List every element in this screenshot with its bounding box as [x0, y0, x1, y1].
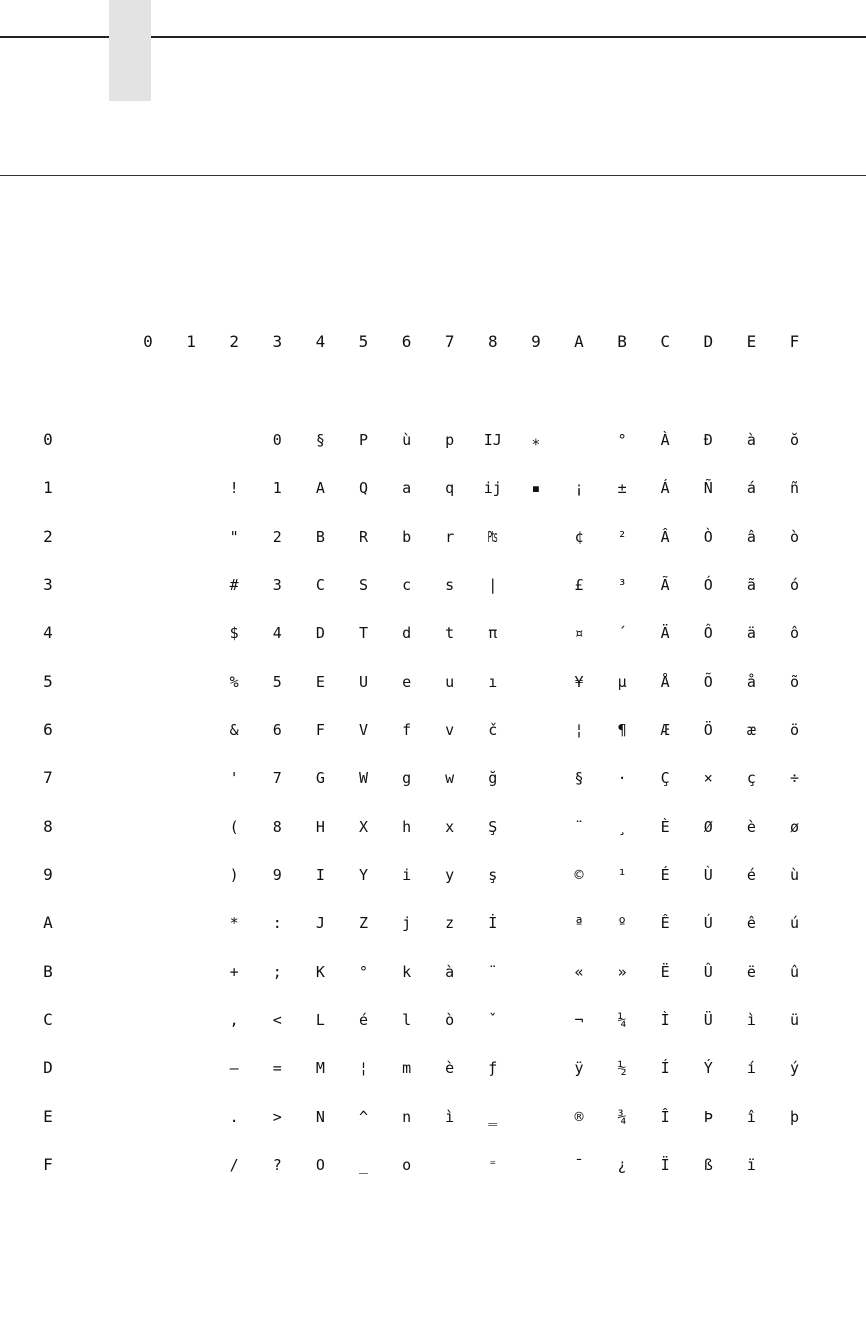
row-header-2: 2: [43, 526, 53, 546]
char-cell-91: ▪: [531, 479, 541, 498]
char-cell-b2: ²: [617, 527, 627, 546]
char-cell-5e: ^: [358, 1107, 369, 1126]
column-header-4: 4: [315, 332, 326, 351]
char-cell-3f: ?: [272, 1155, 282, 1174]
char-cell-52: R: [358, 527, 369, 546]
char-cell-74: t: [445, 624, 455, 643]
char-cell-26: &: [229, 720, 239, 739]
char-cell-b3: ³: [617, 575, 627, 594]
row-header-0: 0: [43, 430, 53, 449]
char-cell-9c: [521, 1010, 551, 1030]
char-cell-fd: ý: [789, 1059, 800, 1078]
char-cell-bd: ½: [617, 1059, 627, 1078]
char-cell-86: č: [488, 720, 498, 739]
char-cell-2f: /: [229, 1155, 239, 1174]
char-cell-9f: [521, 1155, 551, 1175]
char-cell-d6: Ö: [703, 720, 713, 739]
char-cell-de: Þ: [703, 1107, 713, 1126]
char-cell-83: |: [488, 575, 498, 594]
char-cell-c0: À: [660, 431, 670, 449]
column-header-8: 8: [487, 332, 498, 351]
char-cell-2a: *: [229, 914, 239, 933]
char-cell-b5: µ: [617, 672, 627, 691]
char-cell-fb: û: [789, 962, 800, 981]
char-cell-ec: ì: [746, 1010, 756, 1029]
char-cell-d3: Ó: [703, 575, 713, 594]
char-cell-f5: õ: [789, 672, 800, 691]
column-header-f: F: [789, 332, 800, 351]
char-cell-d9: Ù: [703, 865, 713, 884]
char-cell-cd: Í: [660, 1059, 670, 1078]
char-cell-b6: ¶: [617, 720, 627, 739]
char-cell-f1: ñ: [789, 479, 800, 498]
char-cell-ce: Î: [660, 1107, 670, 1126]
char-cell-a4: ¤: [574, 624, 584, 643]
char-cell-25: %: [229, 672, 239, 691]
row-header-8: 8: [43, 816, 53, 836]
char-cell-40: §: [315, 431, 325, 449]
char-cell-90: ⁎: [532, 431, 540, 449]
char-cell-c5: Å: [660, 672, 670, 691]
char-cell-f8: ø: [789, 817, 800, 836]
char-cell-54: T: [358, 624, 369, 643]
char-cell-ef: ï: [746, 1155, 756, 1174]
char-cell-88: Ş: [488, 817, 498, 836]
char-cell-96: [521, 720, 551, 740]
char-cell-60: ù: [402, 431, 412, 449]
char-cell-ee: î: [746, 1107, 756, 1126]
char-cell-f7: ÷: [789, 769, 800, 788]
char-cell-62: b: [402, 527, 412, 546]
char-cell-22: ": [229, 527, 239, 546]
char-cell-92: [521, 527, 551, 547]
char-cell-30: 0: [272, 431, 282, 449]
char-cell-be: ¾: [617, 1107, 627, 1126]
char-cell-d2: Ò: [703, 527, 713, 546]
char-cell-7f: [435, 1155, 465, 1175]
char-cell-dd: Ý: [703, 1059, 713, 1078]
char-cell-e0: à: [746, 431, 756, 449]
char-cell-50: P: [358, 431, 369, 449]
char-cell-b0: °: [617, 431, 627, 449]
char-cell-99: [521, 865, 551, 885]
char-cell-28: (: [229, 817, 239, 836]
column-header-7: 7: [444, 332, 455, 351]
char-cell-5c: é: [358, 1010, 369, 1029]
char-cell-37: 7: [272, 769, 282, 788]
row-header-f: F: [43, 1154, 53, 1174]
char-cell-75: u: [445, 672, 455, 691]
char-cell-76: v: [445, 720, 455, 739]
char-cell-3d: =: [272, 1059, 282, 1078]
char-cell-33: 3: [272, 575, 282, 594]
char-cell-5a: Z: [358, 914, 369, 933]
char-cell-89: ş: [488, 865, 498, 884]
row-header-7: 7: [43, 768, 53, 788]
char-cell-7a: z: [445, 914, 455, 933]
char-cell-53: S: [358, 575, 369, 594]
char-cell-ed: í: [746, 1059, 756, 1078]
char-cell-4f: O: [315, 1155, 325, 1174]
char-cell-eb: ë: [746, 962, 756, 981]
char-cell-32: 2: [272, 527, 282, 546]
char-cell-66: f: [402, 720, 412, 739]
char-cell-e6: æ: [746, 720, 756, 739]
char-cell-db: Û: [703, 962, 713, 981]
char-cell-63: c: [402, 575, 412, 594]
row-header-e: E: [43, 1106, 53, 1126]
char-cell-39: 9: [272, 865, 282, 884]
char-cell-7e: ì: [445, 1107, 455, 1126]
char-cell-48: H: [315, 817, 325, 836]
char-cell-e5: å: [746, 672, 756, 691]
char-cell-2d: –: [229, 1059, 239, 1078]
char-cell-55: U: [358, 672, 369, 691]
char-cell-98: [521, 817, 551, 837]
char-cell-93: [521, 575, 551, 595]
char-cell-6b: k: [402, 962, 412, 981]
char-cell-df: ß: [703, 1155, 713, 1174]
row-header-3: 3: [43, 574, 53, 594]
char-cell-9d: [521, 1058, 551, 1078]
char-cell-c6: Æ: [660, 720, 670, 739]
char-cell-8a: İ: [488, 914, 498, 933]
char-cell-70: p: [445, 431, 455, 449]
char-cell-95: [521, 672, 551, 692]
char-cell-3b: ;: [272, 962, 282, 981]
char-cell-87: ğ: [488, 769, 498, 788]
column-header-6: 6: [401, 332, 412, 351]
char-cell-6f: o: [402, 1155, 412, 1174]
char-cell-c9: É: [660, 865, 670, 884]
char-cell-c1: Á: [660, 479, 670, 498]
char-cell-2e: .: [229, 1107, 239, 1126]
row-header-a: A: [43, 913, 53, 933]
char-cell-31: 1: [272, 479, 282, 498]
char-cell-b1: ±: [617, 479, 627, 498]
char-cell-38: 8: [272, 817, 282, 836]
row-header-5: 5: [43, 671, 53, 691]
char-cell-4e: N: [315, 1107, 325, 1126]
char-cell-57: W: [358, 769, 369, 788]
char-cell-3c: <: [272, 1010, 282, 1029]
char-cell-73: s: [445, 575, 455, 594]
char-cell-8d: ƒ: [488, 1059, 498, 1078]
char-cell-29: ): [229, 865, 239, 884]
column-header-b: B: [617, 332, 627, 351]
char-cell-cc: Ì: [660, 1010, 670, 1029]
char-cell-80: IJ: [483, 431, 502, 449]
char-cell-bc: ¼: [617, 1010, 627, 1029]
char-cell-ad: ÿ: [574, 1059, 584, 1078]
char-cell-b8: ¸: [617, 817, 627, 836]
char-cell-3a: :: [272, 914, 282, 933]
char-cell-ae: ®: [574, 1107, 584, 1126]
char-cell-24: $: [229, 624, 239, 643]
char-cell-20: [219, 430, 249, 450]
char-cell-2c: ,: [229, 1010, 239, 1029]
char-cell-51: Q: [358, 479, 369, 498]
char-cell-3e: >: [272, 1107, 282, 1126]
char-cell-c3: Ã: [660, 575, 670, 594]
char-cell-a7: §: [574, 769, 584, 788]
char-cell-dc: Ü: [703, 1010, 713, 1029]
column-header-3: 3: [272, 332, 283, 351]
row-header-d: D: [43, 1058, 53, 1078]
char-cell-72: r: [445, 527, 455, 546]
char-cell-5b: °: [358, 962, 369, 981]
column-header-a: A: [574, 332, 584, 351]
char-cell-a1: ¡: [574, 479, 584, 498]
char-cell-d1: Ñ: [703, 479, 713, 498]
char-cell-f9: ù: [789, 865, 800, 884]
char-cell-6d: m: [402, 1059, 412, 1078]
char-cell-d8: Ø: [703, 817, 713, 836]
char-cell-34: 4: [272, 624, 282, 643]
char-cell-2b: +: [229, 962, 239, 981]
char-cell-69: i: [402, 865, 412, 884]
char-cell-b9: ¹: [617, 865, 627, 884]
char-cell-41: A: [315, 479, 325, 498]
char-cell-36: 6: [272, 720, 282, 739]
char-cell-45: E: [315, 672, 325, 691]
char-cell-8e: ‗: [488, 1107, 498, 1126]
column-header-2: 2: [229, 332, 239, 351]
char-cell-23: #: [229, 575, 239, 594]
char-cell-58: X: [358, 817, 369, 836]
char-cell-65: e: [402, 672, 412, 691]
char-cell-aa: ª: [574, 914, 584, 933]
char-cell-a5: ¥: [574, 672, 584, 691]
char-cell-43: C: [315, 575, 325, 594]
char-cell-e3: ã: [746, 575, 756, 594]
row-header-6: 6: [43, 719, 53, 739]
char-cell-85: ı: [488, 672, 498, 691]
char-cell-35: 5: [272, 672, 282, 691]
char-cell-f0: ŏ: [789, 431, 800, 449]
char-cell-61: a: [402, 479, 412, 498]
char-cell-d7: ×: [703, 769, 713, 788]
char-cell-6e: n: [402, 1107, 412, 1126]
char-cell-21: !: [229, 479, 239, 498]
char-cell-4d: M: [315, 1059, 325, 1078]
column-header-5: 5: [358, 332, 369, 351]
char-cell-ba: º: [617, 914, 627, 933]
char-cell-e8: è: [746, 817, 756, 836]
char-cell-81: ij: [483, 479, 502, 498]
char-cell-4c: L: [315, 1010, 325, 1029]
char-cell-e9: é: [746, 865, 756, 884]
char-cell-7b: à: [445, 962, 455, 981]
char-cell-97: [521, 768, 551, 788]
char-cell-56: V: [358, 720, 369, 739]
column-header-c: C: [660, 332, 670, 351]
char-cell-4b: K: [315, 962, 325, 981]
char-cell-d0: Đ: [703, 431, 713, 449]
char-cell-fe: þ: [789, 1107, 800, 1126]
column-header-0: 0: [143, 332, 153, 351]
char-cell-79: y: [445, 865, 455, 884]
char-cell-8b: ¨: [488, 962, 498, 981]
char-cell-a2: ¢: [574, 527, 584, 546]
char-cell-d4: Ô: [703, 624, 713, 643]
char-cell-c4: Ä: [660, 624, 670, 643]
char-cell-e2: â: [746, 527, 756, 546]
char-cell-fa: ú: [789, 914, 800, 933]
char-cell-c2: Â: [660, 527, 670, 546]
char-cell-f3: ó: [789, 575, 800, 594]
char-cell-f2: ò: [789, 527, 800, 546]
char-cell-ab: «: [574, 962, 584, 981]
column-header-e: E: [746, 332, 757, 351]
char-cell-bf: ¿: [617, 1155, 627, 1174]
char-cell-9a: [521, 913, 551, 933]
char-cell-e4: ä: [746, 624, 756, 643]
char-cell-6c: l: [402, 1010, 412, 1029]
char-cell-9e: [521, 1107, 551, 1127]
row-header-4: 4: [43, 623, 53, 643]
char-cell-42: B: [315, 527, 325, 546]
char-cell-b4: ´: [617, 624, 627, 643]
row-header-b: B: [43, 961, 53, 981]
char-cell-a3: £: [574, 575, 584, 594]
char-cell-ac: ¬: [574, 1010, 584, 1029]
char-cell-49: I: [315, 865, 325, 884]
char-cell-7d: è: [445, 1059, 455, 1078]
char-cell-82: ₧: [488, 527, 498, 546]
char-cell-68: h: [402, 817, 412, 836]
char-cell-a8: ¨: [574, 817, 584, 836]
char-cell-47: G: [315, 769, 325, 788]
char-cell-ff: [780, 1155, 810, 1175]
char-cell-44: D: [315, 624, 325, 643]
char-cell-59: Y: [358, 865, 369, 884]
char-cell-9b: [521, 962, 551, 982]
char-cell-b7: ·: [617, 769, 627, 788]
char-cell-c7: Ç: [660, 769, 670, 788]
char-cell-64: d: [402, 624, 412, 643]
char-cell-d5: Õ: [703, 672, 713, 691]
column-header-9: 9: [531, 332, 541, 351]
char-cell-da: Ú: [703, 914, 713, 933]
column-header-1: 1: [186, 332, 196, 351]
char-cell-8c: ˇ: [488, 1010, 498, 1029]
char-cell-cb: Ë: [660, 962, 670, 981]
char-cell-27: ': [229, 769, 239, 788]
char-cell-8f: ⁼: [488, 1155, 498, 1174]
char-cell-94: [521, 623, 551, 643]
row-header-c: C: [43, 1009, 53, 1029]
column-header-d: D: [703, 332, 714, 351]
char-cell-e7: ç: [746, 769, 756, 788]
char-cell-c8: È: [660, 817, 670, 836]
char-cell-ea: ê: [746, 914, 756, 933]
char-cell-fc: ü: [789, 1010, 800, 1029]
char-cell-f6: ö: [789, 720, 800, 739]
char-cell-cf: Ï: [660, 1155, 670, 1174]
char-cell-46: F: [315, 720, 325, 739]
row-header-1: 1: [43, 478, 53, 498]
char-cell-5f: _: [358, 1155, 369, 1174]
char-cell-78: x: [445, 817, 455, 836]
char-cell-a6: ¦: [574, 720, 584, 739]
char-cell-ca: Ê: [660, 914, 670, 933]
char-cell-a9: ©: [574, 865, 584, 884]
char-cell-84: π: [488, 624, 498, 643]
char-cell-77: w: [445, 769, 455, 788]
char-cell-6a: j: [402, 914, 412, 933]
char-cell-71: q: [445, 479, 455, 498]
char-cell-7c: ò: [445, 1010, 455, 1029]
char-cell-4a: J: [315, 914, 325, 933]
row-header-9: 9: [43, 864, 53, 884]
char-cell-a0: [564, 430, 594, 450]
char-cell-e1: á: [746, 479, 756, 498]
char-cell-67: g: [402, 769, 412, 788]
char-cell-f4: ô: [789, 624, 800, 643]
char-cell-5d: ¦: [358, 1059, 369, 1078]
char-cell-af: ¯: [574, 1155, 584, 1174]
char-cell-bb: »: [617, 962, 627, 981]
